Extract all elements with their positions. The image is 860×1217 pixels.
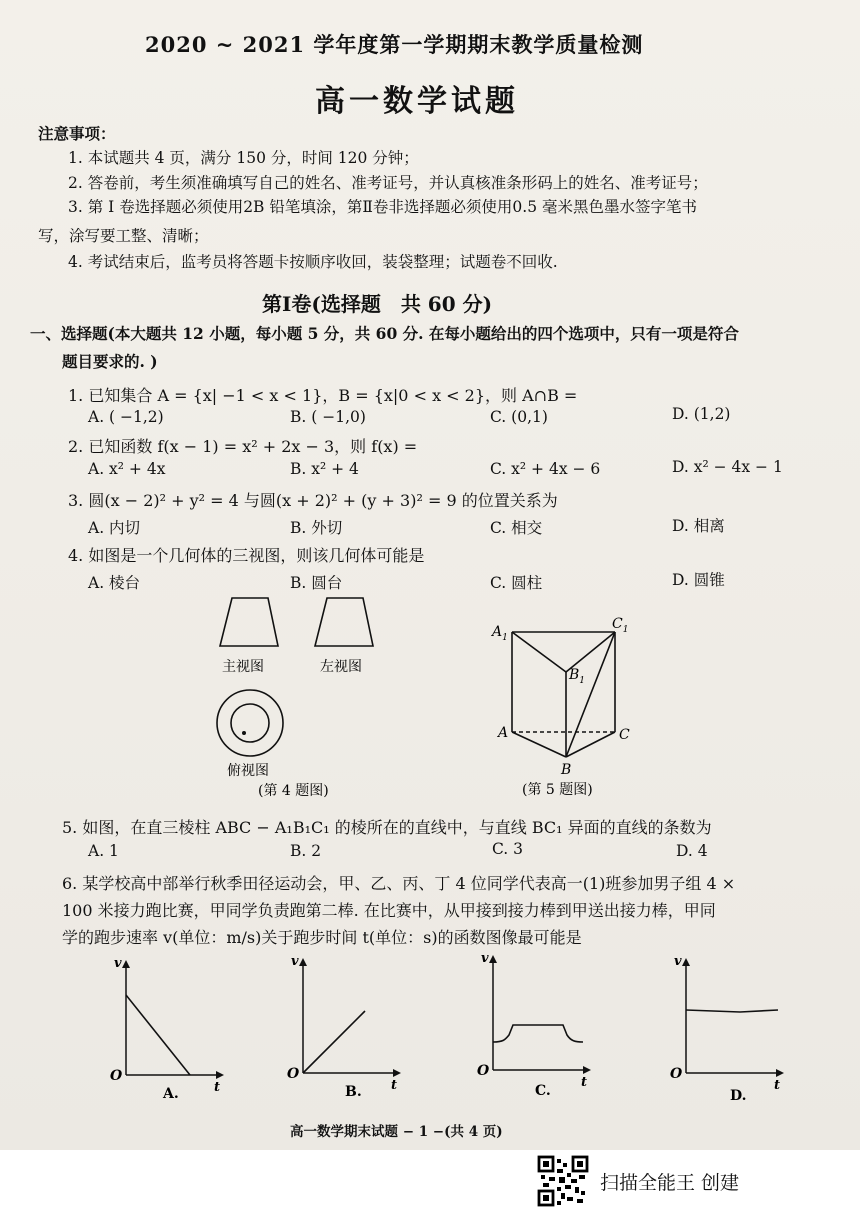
figure-5-caption: (第 5 题图) <box>522 782 593 798</box>
question-stem: 1. 已知集合 A = {x| −1 < x < 1}，B = {x|0 < x < 2}，则 A∩B = <box>68 386 578 405</box>
graph-c <box>475 945 605 1097</box>
note-item: 1. 本试题共 4 页，满分 150 分，时间 120 分钟； <box>68 149 419 167</box>
scanner-watermark: 扫描全能王 创建 <box>600 1172 740 1194</box>
svg-text:t: t <box>214 1080 221 1095</box>
exam-title: 2020 ~ 2021 学年度第一学期期末教学质量检测 <box>145 32 644 57</box>
svg-text:O: O <box>670 1066 683 1082</box>
option: A. x² + 4x <box>88 460 166 478</box>
svg-text:O: O <box>287 1066 300 1082</box>
front-view-trapezoid <box>220 598 278 646</box>
graph-d <box>668 948 798 1100</box>
note-item: 2. 答卷前，考生须准确填写自己的姓名、准考证号，并认真核准条形码上的姓名、准考证号； <box>68 174 708 192</box>
label-A1: $A_1$ <box>492 624 508 643</box>
figure-4-caption: (第 4 题图) <box>258 783 329 799</box>
subject-title: 高一数学试题 <box>315 84 519 119</box>
note-item: 3. 第 Ⅰ 卷选择题必须使用2B 铅笔填涂，第Ⅱ卷非选择题必须使用0.5 毫米黑色墨水签字笔书 <box>68 198 697 216</box>
side-view-label: 左视图 <box>320 659 362 675</box>
svg-text:v: v <box>481 951 489 966</box>
svg-text:v: v <box>114 956 122 971</box>
graph-label: D. <box>730 1088 747 1100</box>
question-stem: 4. 如图是一个几何体的三视图，则该几何体可能是 <box>68 546 425 565</box>
option: C. 3 <box>492 840 524 858</box>
top-view-label: 俯视图 <box>227 763 269 779</box>
question-stem: 3. 圆(x − 2)² + y² = 4 与圆(x + 2)² + (y + 3)² = 9 的位置关系为 <box>68 491 558 510</box>
option: A. 内切 <box>88 519 141 537</box>
option: D. 4 <box>676 842 708 860</box>
label-B1: $B_1$ <box>569 667 586 686</box>
svg-text:O: O <box>110 1068 123 1084</box>
label-A: A <box>498 725 509 741</box>
svg-text:v: v <box>674 954 682 969</box>
question-stem: 学的跑步速率 v(单位：m/s)关于跑步时间 t(单位：s)的函数图像最可能是 <box>62 928 582 947</box>
side-view-trapezoid <box>315 598 373 646</box>
graph-label: A. <box>163 1086 179 1100</box>
section-title: 第Ⅰ卷(选择题 共 60 分) <box>262 292 493 316</box>
option: C. 相交 <box>490 519 543 537</box>
question-stem: 2. 已知函数 f(x − 1) = x² + 2x − 3，则 f(x) = <box>68 437 418 456</box>
label-C1: $C_1$ <box>612 616 629 635</box>
option: B. 圆台 <box>290 574 343 592</box>
graph-label: C. <box>535 1083 551 1097</box>
option: C. x² + 4x − 6 <box>490 460 601 478</box>
svg-text:O: O <box>477 1063 490 1079</box>
option: B. ( −1,0) <box>290 408 366 426</box>
qr-code-icon <box>537 1155 589 1207</box>
option: A. ( −1,2) <box>88 408 164 426</box>
note-item: 写，涂写要工整、清晰； <box>38 227 209 245</box>
notes-heading: 注意事项： <box>38 124 116 143</box>
option: C. (0,1) <box>490 408 548 426</box>
option: A. 棱台 <box>88 574 141 592</box>
part-instructions: 题目要求的. ) <box>62 352 158 371</box>
option: D. (1,2) <box>672 405 731 423</box>
question-stem: 5. 如图，在直三棱柱 ABC − A₁B₁C₁ 的棱所在的直线中，与直线 BC₁ 异面的直线的条数为 <box>62 818 712 837</box>
graph-a <box>108 950 238 1100</box>
option: C. 圆柱 <box>490 574 543 592</box>
option: B. 外切 <box>290 519 343 537</box>
option: B. x² + 4 <box>290 460 359 478</box>
option: B. 2 <box>290 842 322 860</box>
note-item: 4. 考试结束后，监考员将答题卡按顺序收回，装袋整理；试题卷不回收. <box>68 253 558 271</box>
option: D. 相离 <box>672 517 725 535</box>
svg-text:t: t <box>391 1078 398 1093</box>
label-C: C <box>619 727 630 743</box>
graph-label: B. <box>345 1084 362 1098</box>
figure-4-three-views <box>200 590 400 800</box>
label-B: B <box>561 762 572 778</box>
option: D. x² − 4x − 1 <box>672 458 783 476</box>
svg-text:t: t <box>581 1075 588 1090</box>
question-stem: 6. 某学校高中部举行秋季田径运动会，甲、乙、丙、丁 4 位同学代表高一(1)班参加男子组 4 × <box>62 874 736 893</box>
svg-text:v: v <box>291 954 299 969</box>
top-view-outer-circle <box>217 690 283 756</box>
top-view-center-dot <box>242 731 246 735</box>
top-view-inner-circle <box>231 704 269 742</box>
front-view-label: 主视图 <box>222 659 264 675</box>
figure-5-prism <box>490 612 640 807</box>
question-stem: 100 米接力跑比赛，甲同学负责跑第二棒. 在比赛中，从甲接到接力棒到甲送出接力棒，甲同 <box>62 901 716 920</box>
graph-b <box>285 948 415 1098</box>
page-footer: 高一数学期末试题 − 1 −(共 4 页) <box>290 1124 503 1140</box>
option: A. 1 <box>88 842 119 860</box>
option: D. 圆锥 <box>672 571 725 589</box>
part-instructions: 一、选择题(本大题共 12 小题，每小题 5 分，共 60 分. 在每小题给出的四个选项中，只有一项是符合 <box>30 324 739 343</box>
svg-text:t: t <box>774 1078 781 1093</box>
